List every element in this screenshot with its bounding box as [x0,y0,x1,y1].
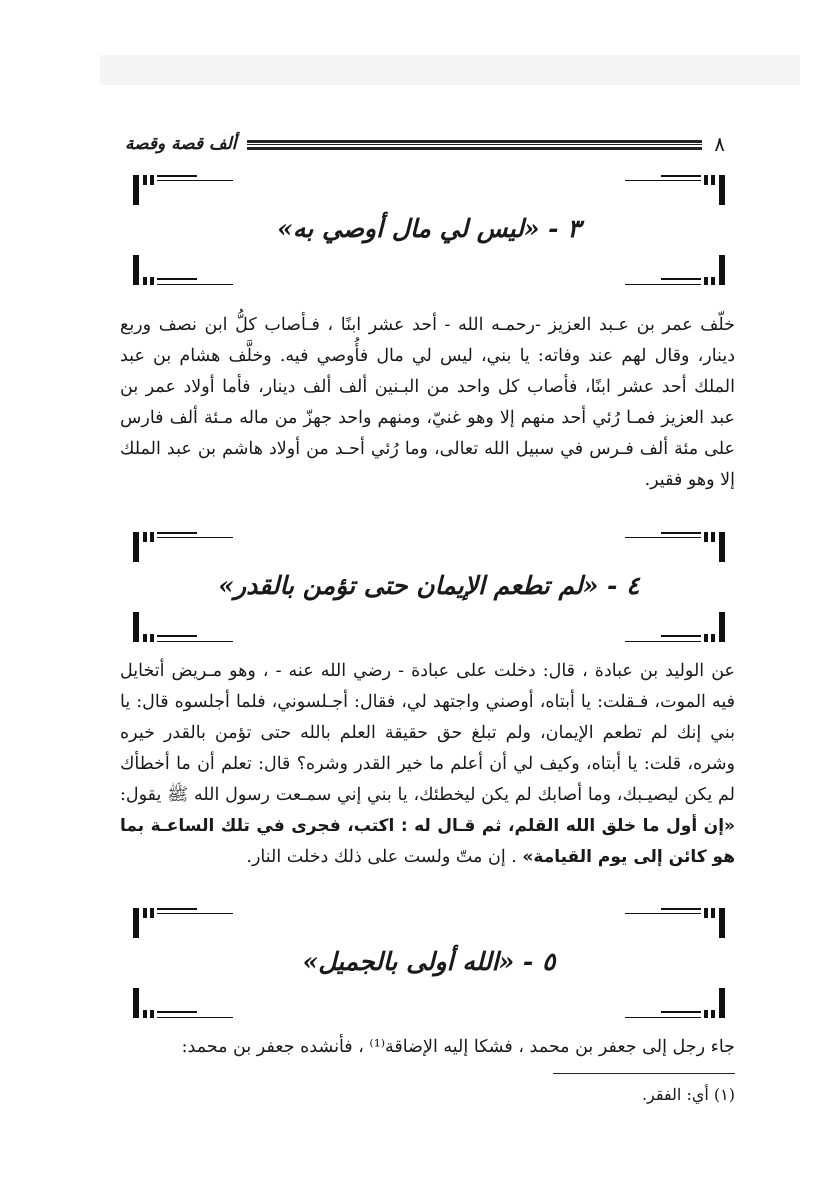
frame-ornament-top-right [625,532,725,562]
story-paragraph-5: جاء رجل إلى جعفر بن محمد ، فشكا إليه الإضاقة⁽¹⁾ ، فأنشده جعفر بن محمد: [181,1037,735,1057]
frame-ornament-bottom-right [625,255,725,285]
frame-ornament-top-right [625,908,725,938]
frame-ornament-top-left [133,532,233,562]
section-title-4: ٤ - «لم تطعم الإيمان حتى تؤمن بالقدر» [218,571,640,600]
frame-ornament-bottom-left [133,988,233,1018]
book-title: ألف قصة وقصة [125,134,237,154]
section-title-5: ٥ - «الله أولى بالجميل» [302,947,556,976]
footnote-separator [553,1073,735,1074]
section-frame-5 [133,908,725,1018]
frame-ornament-bottom-right [625,612,725,642]
story-text-4: عن الوليد بن عبادة ، قال: دخلت على عبادة - رضي الله عنه - ، وهو مـريض أتخايل فيه الموت، فـقلت: يا أبتاه، أوصني واجتهد لي، فقال: أجـلسوني، فلما أجلسوه قال: يا بني إنك لم تطعم الإيمان، ولم تبلغ حق حقيقة العلم بالله حتى تؤمن بالقدر خيره وشره، قلت: يا أبتاه، وكيف لي أن أعلم ما خير القدر وشره؟ قال: تعلم أن ما أخطأك لم يكن ليصيـبك، وما أصابك لم يكن ليخطئك، يا بني إني سمـعت رسول الله ﷺ يقول: [120,661,735,805]
frame-ornament-bottom-left [133,612,233,642]
frame-ornament-bottom-right [625,988,725,1018]
page-header [125,132,725,158]
section-frame-4 [133,532,725,642]
story-closing-4: . إن متّ ولست على ذلك دخلت النار. [246,847,517,867]
scan-margin [100,55,800,85]
section-title-3: ٣ - «ليس لي مال أوصي به» [277,214,581,243]
hadith-quote: «إن أول ما خلق الله القلم، ثم قـال له : اكتب، فجرى في تلك الساعـة بما هو كائن إلى يوم القيامة» [120,816,735,867]
frame-ornament-top-right [625,175,725,205]
footnote: (١) أي: الفقر. [641,1085,735,1104]
section-frame-3 [133,175,725,285]
page-number: ٨ [714,132,725,156]
story-paragraph-4 [120,656,735,873]
frame-ornament-bottom-left [133,255,233,285]
story-paragraph-3: خلّف عمر بن عـبد العزيز -رحمـه الله - أحد عشر ابنًا ، فـأصاب كلُّ ابن نصف وربع دينار، وقال لهم عند وفاته: يا بني، ليس لي مال فأُوصي فيه. وخلَّف هشام بن عبد الملك أحد عشر ابنًا، فأصاب كل واحد من البـنين ألف ألف دينار، فأما أولاد عمر بن عبد العزيز فمـا رُئي أحد منهم إلا وهو غنيّ، ومنهم واحد جهزّ من ماله مـئة ألف فارس على مئة ألف فـرس في سبيل الله تعالى، وما رُئي أحـد من أولاد هاشم بن عبد الملك إلا وهو فقير. [120,315,735,490]
frame-ornament-top-left [133,175,233,205]
header-rule [247,140,702,150]
frame-ornament-top-left [133,908,233,938]
